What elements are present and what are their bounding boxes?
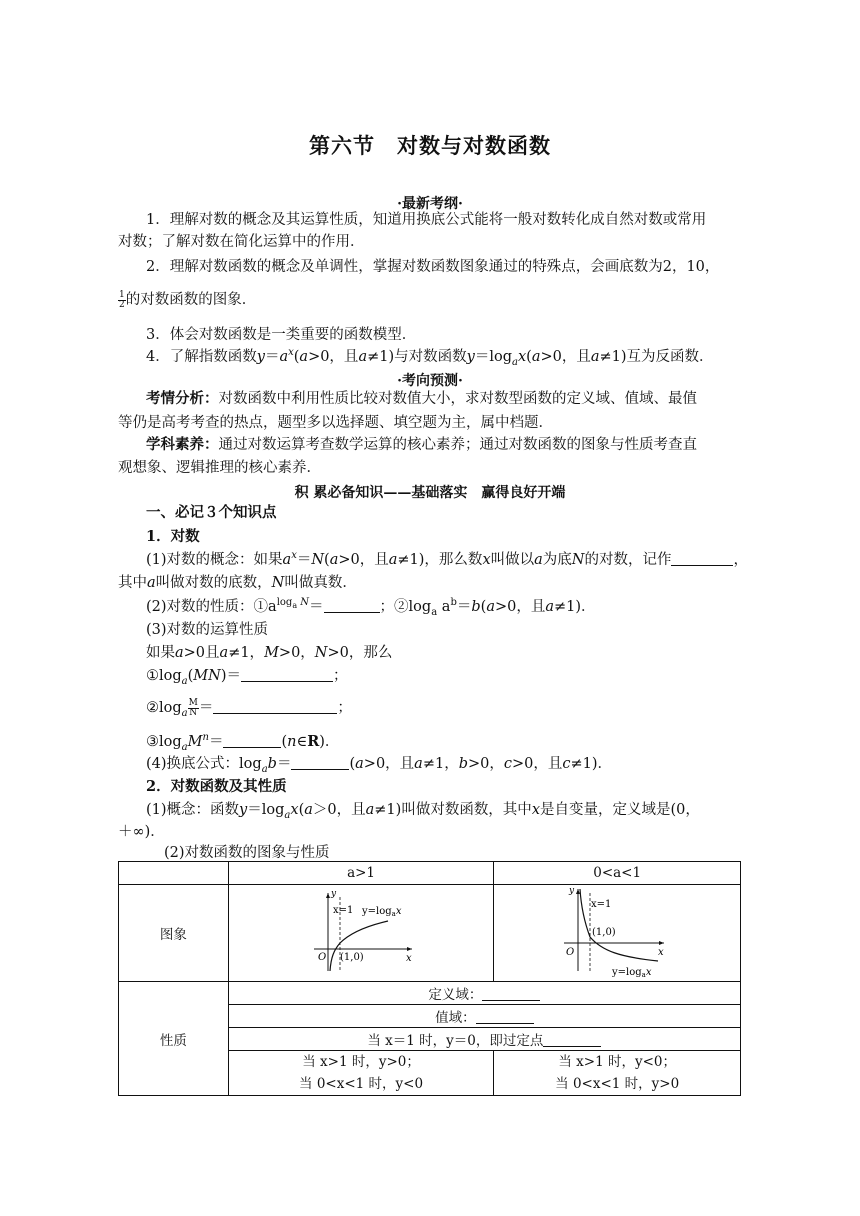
point-label-2: (1,0) xyxy=(592,927,616,938)
change-of-base: (4)换底公式：$\log_ab= (a>0$，且a≠1，b>0，c>0，且c≠1)． xyxy=(146,756,613,775)
col-head-a-gt-1: a>1 xyxy=(228,862,494,885)
section-banner: 积 累必备知识——基础落实 赢得良好开端 xyxy=(294,485,566,501)
log-graph-increasing xyxy=(306,887,416,975)
log-concept-line-2: 其中a叫做对数的底数，N叫做真数． xyxy=(118,575,357,591)
axis-y-label: y xyxy=(331,889,337,899)
col-head-a-lt-1: 0<a<1 xyxy=(494,862,741,885)
line-x1-label-2: x=1 xyxy=(591,899,612,910)
blank-log-notation[interactable] xyxy=(671,551,733,566)
syllabus-line-5: 3．体会对数函数是一类重要的函数模型． xyxy=(146,327,417,343)
log-ops-condition: 如果a>0且a≠1，M>0，N>0，那么 xyxy=(146,645,393,661)
point-label: (1,0) xyxy=(340,952,364,963)
page-title: 第六节 对数与对数函数 xyxy=(309,134,551,158)
axis-x-label: x xyxy=(406,953,412,964)
log-function-concept-2: ＋∞)． xyxy=(118,824,165,840)
origin-label-2: O xyxy=(566,947,575,958)
graph-properties-heading: (2)对数函数的图象与性质 xyxy=(164,845,330,861)
syllabus-heading: ·最新考纲· xyxy=(397,196,463,212)
literacy-line-1: 学科素养：通过对数运算考查数学运算的核心素养；通过对数函数的图象与性质考查直 xyxy=(146,436,697,453)
syllabus-line-4: $\frac{1}{2}$ 的对数函数的图象． xyxy=(119,289,257,310)
syllabus-line-1: 1．理解对数的概念及其运算性质，知道用换底公式能将一般对数转化成自然对数或常用 xyxy=(146,212,707,228)
log-op-quotient: $②\log_a$ $\frac{M}{N}$ ＝ ； xyxy=(146,697,352,719)
blank-fixed-point[interactable] xyxy=(543,1032,601,1047)
prop-sign-a-gt-1: 当 x>1 时，y>0； 当 0<x<1 时，y<0 xyxy=(228,1051,494,1096)
log-function-table xyxy=(118,861,741,1096)
log-concept-line: (1)对数的概念：如果$a^x=N(a>0$，且a≠1)，那么数x叫做以a为底N的对数，记作 ， xyxy=(146,550,748,568)
curve-label-2: $y=\log_ax$ xyxy=(612,967,652,977)
log-function-concept: (1)概念：函数$y=\log_ax(a>0$，且a≠1)叫做对数函数，其中x是自变量，定义域是(0， xyxy=(146,802,700,821)
curve-label: $y=\log_ax$ xyxy=(362,906,402,918)
forecast-heading: ·考向预测· xyxy=(397,373,463,389)
blank-range[interactable] xyxy=(476,1009,534,1024)
literacy-line-2: 观想象、逻辑推理的核心素养． xyxy=(118,460,321,476)
syllabus-line-2: 对数；了解对数在简化运算中的作用． xyxy=(118,234,365,250)
blank-log-property-1[interactable] xyxy=(324,598,380,613)
analysis-line-1: 考情分析：对数函数中利用性质比较对数值大小，求对数型函数的定义域、值域、最值 xyxy=(146,390,697,407)
log-property-line: (2)对数的性质：$①a^{log_a N}=$ ；$②\log_a$ $a^b=b(a>0$，且a≠1)． xyxy=(146,597,596,618)
prop-domain: 定义域： xyxy=(228,982,740,1005)
one-half-fraction: $\frac{1}{2}$ xyxy=(119,289,125,310)
blank-log-product[interactable] xyxy=(241,667,333,682)
log-op-product: $①\log_a(MN)=$ ； xyxy=(146,668,348,687)
prop-range: 值域： xyxy=(228,1005,740,1028)
analysis-line-2: 等仍是高考考查的热点，题型多以选择题、填空题为主，属中档题． xyxy=(118,415,553,431)
knowledge-1-title: 1．对数 xyxy=(146,528,200,545)
blank-log-power[interactable] xyxy=(223,733,281,748)
row-head-graph: 图象 xyxy=(119,885,229,982)
log-ops-heading: (3)对数的运算性质 xyxy=(146,622,269,638)
log-graph-decreasing xyxy=(562,885,672,977)
blank-log-quotient[interactable] xyxy=(213,699,337,714)
origin-label: O xyxy=(318,952,327,963)
log-op-power: $③\log_aM^n=$ (n∈R)． xyxy=(146,732,340,753)
prop-sign-a-lt-1: 当 x>1 时，y<0； 当 0<x<1 时，y>0 xyxy=(494,1051,741,1096)
axis-x-label-2: x xyxy=(658,947,664,958)
graph-a-gt-1 xyxy=(228,885,494,982)
table-corner xyxy=(119,862,229,885)
blank-domain[interactable] xyxy=(482,986,540,1001)
part-one-heading: 一、必记３个知识点 xyxy=(146,504,277,521)
line-x1-label: x=1 xyxy=(333,905,354,916)
blank-change-of-base[interactable] xyxy=(291,755,349,770)
axis-y-label-2: y xyxy=(569,886,575,896)
syllabus-line-3: 2．理解对数函数的概念及单调性，掌握对数函数图象通过的特殊点，会画底数为2，10， xyxy=(146,259,720,275)
prop-fixed-point: 当 x＝1 时，y＝0，即过定点 xyxy=(228,1028,740,1051)
syllabus-line-6: 4．了解指数函数$y=a^x(a>0$，且a≠1)与对数函数$y=\log_ax(a>0$，且a≠1)互为反函数． xyxy=(146,347,714,368)
knowledge-2-title: 2．对数函数及其性质 xyxy=(146,778,287,795)
row-head-properties: 性质 xyxy=(119,982,229,1096)
graph-a-lt-1 xyxy=(494,885,741,982)
